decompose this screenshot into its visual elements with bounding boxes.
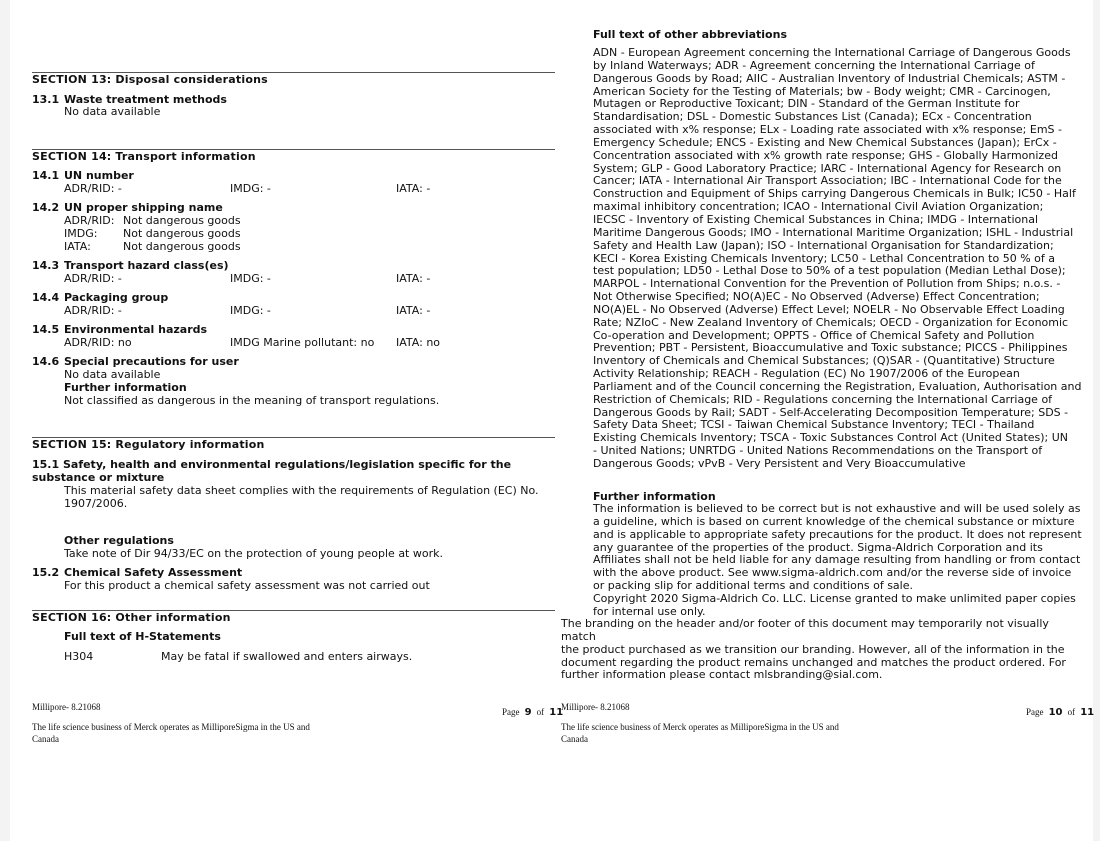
subsection-14-4-number: 14.4 (32, 291, 60, 304)
other-regulations-title: Other regulations (64, 534, 174, 547)
page-of-label: of (1067, 707, 1076, 717)
subsection-15-1-title: 15.1 Safety, health and environmental regulations/legislation specific for the (32, 458, 512, 471)
subsection-15-2-title: Chemical Safety Assessment (64, 566, 243, 579)
section-16-title: SECTION 16: Other information (32, 611, 231, 624)
further-information-line: or packing slip for additional terms and conditions of sale. (593, 579, 913, 593)
subsection-15-1-title-cont: substance or mixture (32, 471, 165, 484)
page-label: Page (1026, 707, 1044, 717)
subsection-14-2-number: 14.2 (32, 201, 60, 214)
subsection-14-5-title: Environmental hazards (64, 323, 208, 336)
further-information-line: Copyright 2020 Sigma-Aldrich Co. LLC. License granted to make unlimited paper copies (593, 591, 1076, 605)
further-information-text: Not classified as dangerous in the meaning of transport regulations. (64, 394, 440, 407)
subsection-14-2-title: UN proper shipping name (64, 201, 223, 214)
other-regulations-text: Take note of Dir 94/33/EC on the protection of young people at work. (64, 547, 443, 560)
h-statement-text: May be fatal if swallowed and enters airways. (161, 650, 413, 663)
abbreviations-line: Not Otherwise Specified; NO(A)EC - No Observed (Adverse) Effect Concentration; (593, 290, 1040, 304)
env-hazards-adr: ADR/RID: no (64, 336, 132, 349)
footer-note: The life science business of Merck operates as MilliporeSigma in the US and (32, 722, 310, 732)
shipping-name-label: ADR/RID: (64, 214, 115, 227)
page-total: 11 (1080, 707, 1095, 718)
env-hazards-imdg: IMDG Marine pollutant: no (230, 336, 375, 349)
abbreviations-line: Co-operation and Development; OPPTS - Office of Chemical Safety and Pollution (593, 328, 1035, 342)
footer-brand: Millipore- 8.21068 (32, 702, 101, 712)
subsection-14-6-text: No data available (64, 368, 161, 381)
abbreviations-title: Full text of other abbreviations (593, 28, 787, 41)
footer-note-cont: Canada (561, 734, 588, 744)
subsection-15-2-number: 15.2 (32, 566, 60, 579)
branding-line: The branding on the header and/or footer of this document may temporarily not visually match (561, 617, 1049, 643)
env-hazards-iata: IATA: no (396, 336, 441, 349)
further-information-line: for internal use only. (593, 604, 706, 618)
subsection-14-4-title: Packaging group (64, 291, 169, 304)
subsection-13-1-text: No data available (64, 105, 161, 118)
further-information-line: Affiliates shall not be held liable for any damage resulting from handling or from contact (593, 553, 1081, 567)
abbreviations-line: by Inland Waterways; ADR - Agreement concerning the International Carriage of (593, 58, 1035, 72)
abbreviations-line: Dangerous Goods by Rail; SADT - Self-Accelerating Decomposition Temperature; SDS - (593, 405, 1069, 419)
abbreviations-line: Standardisation; DSL - Domestic Substances List (Canada); ECx - Concentration (593, 110, 1032, 124)
un-number-iata: IATA: - (396, 182, 431, 195)
h-statements-title: Full text of H-Statements (64, 630, 221, 643)
abbreviations-line: Mutagen or Reproductive Toxicant; DIN - Standard of the German Institute for (593, 97, 1020, 111)
branding-line: the product purchased as we transition our branding. However, all of the information in the (561, 642, 1065, 656)
further-information-line: with the above product. See www.sigma-aldrich.com and/or the reverse side of invoice (593, 566, 1072, 580)
branding-line: further information please contact mlsbranding@sial.com. (561, 668, 883, 682)
abbreviations-line: Emergency Schedule; ENCS - Existing and New Chemical Substances (Japan); ErCx - (593, 135, 1057, 149)
subsection-14-3-title: Transport hazard class(es) (64, 259, 229, 272)
abbreviations-line: associated with x% response; ELx - Loading rate associated with x% response; EmS - (593, 123, 1062, 137)
footer-note: The life science business of Merck operates as MilliporeSigma in the US and (561, 722, 839, 732)
section-15-title: SECTION 15: Regulatory information (32, 438, 265, 451)
abbreviations-line: Rate; NZIoC - New Zealand Inventory of Chemicals; OECD - Organization for Economic (593, 315, 1069, 329)
abbreviations-line: Dangerous Goods; vPvB - Very Persistent and Very Bioaccumulative (593, 457, 966, 470)
abbreviations-line: Cancer; IATA - International Air Transport Association; IBC - International Code for the (593, 174, 1062, 188)
further-information-line: and is applicable to appropriate safety precautions for the product. It does not represent (593, 527, 1082, 541)
further-information-line: any guarantee of the properties of the product. Sigma-Aldrich Corporation and its (593, 540, 1043, 554)
abbreviations-line: Parliament and of the Council concerning the Registration, Evaluation, Authorisation and (593, 379, 1082, 393)
document-sheet (10, 0, 1093, 841)
shipping-name-label: IATA: (64, 240, 91, 253)
subsection-14-1-number: 14.1 (32, 169, 60, 182)
further-information-line: The information is believed to be correct but is not exhaustive and will be used solely as (593, 502, 1081, 515)
abbreviations-text (593, 47, 1093, 471)
shipping-name-value: Not dangerous goods (123, 214, 241, 227)
page-total: 11 (549, 707, 564, 718)
page-number (1026, 700, 1094, 719)
h-statement-code: H304 (64, 650, 94, 663)
abbreviations-line: KECI - Korea Existing Chemicals Inventory; LC50 - Lethal Concentration to 50 % of a (593, 251, 1055, 265)
subsection-14-1-title: UN number (64, 169, 134, 182)
section-13-title: SECTION 13: Disposal considerations (32, 73, 268, 86)
packaging-group-adr: ADR/RID: - (64, 304, 122, 317)
abbreviations-line: Dangerous Goods by Road; AIIC - Australian Inventory of Industrial Chemicals; ASTM - (593, 71, 1066, 85)
shipping-name-label: IMDG: (64, 227, 98, 240)
further-information-text (593, 503, 1093, 619)
page-number (502, 700, 563, 719)
abbreviations-line: IECSC - Inventory of Existing Chemical Substances in China; IMDG - International (593, 212, 1039, 226)
abbreviations-line: System; GLP - Good Laboratory Practice; IARC - International Agency for Research on (593, 161, 1062, 175)
subsection-14-6-title: Special precautions for user (64, 355, 239, 368)
subsection-13-1-number: 13.1 (32, 93, 60, 106)
abbreviations-line: Activity Relationship; REACH - Regulation (EC) No 1907/2006 of the European (593, 367, 1020, 381)
page-9 (20, 0, 564, 760)
section-14-title: SECTION 14: Transport information (32, 150, 256, 163)
hazard-class-iata: IATA: - (396, 272, 431, 285)
subsection-15-1-text-cont: 1907/2006. (64, 497, 128, 510)
abbreviations-line: Inventory of Chemicals and Chemical Substances; (Q)SAR - (Quantitative) Structure (593, 354, 1055, 368)
subsection-15-1-text: This material safety data sheet complies with the requirements of Regulation (EC) No. (64, 484, 539, 497)
page-current: 10 (1048, 707, 1063, 718)
hazard-class-adr: ADR/RID: - (64, 272, 122, 285)
abbreviations-line: Maritime Dangerous Goods; IMO - International Maritime Organization; ISHL - Industrial (593, 225, 1074, 239)
abbreviations-line: Construction and Equipment of Ships carrying Dangerous Chemicals in Bulk; IC50 - Half (593, 187, 1076, 201)
further-information-title: Further information (593, 490, 716, 503)
hazard-class-imdg: IMDG: - (230, 272, 271, 285)
subsection-15-2-text: For this product a chemical safety assessment was not carried out (64, 579, 430, 592)
abbreviations-line: - United Nations; UNRTDG - United Nations Recommendations on the Transport of (593, 444, 1043, 458)
further-information-title: Further information (64, 381, 187, 394)
abbreviations-line: Safety and Health Law (Japan); ISO - International Organisation for Standardization; (593, 238, 1054, 252)
abbreviations-line: test population; LD50 - Lethal Dose to 50% of a test population (Median Lethal Dose); (593, 264, 1066, 278)
subsection-13-1-title: Waste treatment methods (64, 93, 227, 106)
shipping-name-value: Not dangerous goods (123, 240, 241, 253)
abbreviations-line: Existing Chemicals Inventory; TSCA - Toxic Substances Control Act (United States); UN (593, 431, 1069, 445)
abbreviations-line: maximal inhibitory concentration; ICAO - International Civil Aviation Organization; (593, 200, 1044, 214)
abbreviations-line: NO(A)EL - No Observed (Adverse) Effect Level; NOELR - No Observable Effect Loading (593, 302, 1065, 316)
abbreviations-line: Restriction of Chemicals; RID - Regulations concerning the International Carriage of (593, 392, 1053, 406)
abbreviations-line: ADN - European Agreement concerning the International Carriage of Dangerous Goods (593, 46, 1071, 59)
page-label: Page (502, 707, 520, 717)
un-number-adr: ADR/RID: - (64, 182, 122, 195)
abbreviations-line: MARPOL - International Convention for the Prevention of Pollution from Ships; n.o.s. - (593, 277, 1061, 291)
shipping-name-value: Not dangerous goods (123, 227, 241, 240)
footer-brand: Millipore- 8.21068 (561, 702, 630, 712)
branding-line: document regarding the product remains unchanged and matches the product ordered. For (561, 655, 1066, 669)
page-of-label: of (536, 707, 545, 717)
un-number-imdg: IMDG: - (230, 182, 271, 195)
abbreviations-line: American Society for the Testing of Materials; bw - Body weight; CMR - Carcinogen, (593, 84, 1051, 98)
abbreviations-line: Safety Data Sheet; TCSI - Taiwan Chemical Substance Inventory; TECI - Thailand (593, 418, 1035, 432)
abbreviations-line: Prevention; PBT - Persistent, Bioaccumulative and Toxic substance; PICCS - Philippines (593, 341, 1068, 355)
subsection-14-6-number: 14.6 (32, 355, 60, 368)
page-10 (561, 0, 1095, 760)
further-information-line: a guideline, which is based on current knowledge of the chemical substance or mixture (593, 514, 1075, 528)
footer-note-cont: Canada (32, 734, 59, 744)
packaging-group-imdg: IMDG: - (230, 304, 271, 317)
branding-notice (561, 618, 1086, 682)
subsection-14-5-number: 14.5 (32, 323, 60, 336)
page-current: 9 (524, 707, 532, 718)
packaging-group-iata: IATA: - (396, 304, 431, 317)
abbreviations-line: Concentration associated with x% growth rate response; GHS - Globally Harmonized (593, 148, 1058, 162)
subsection-14-3-number: 14.3 (32, 259, 60, 272)
